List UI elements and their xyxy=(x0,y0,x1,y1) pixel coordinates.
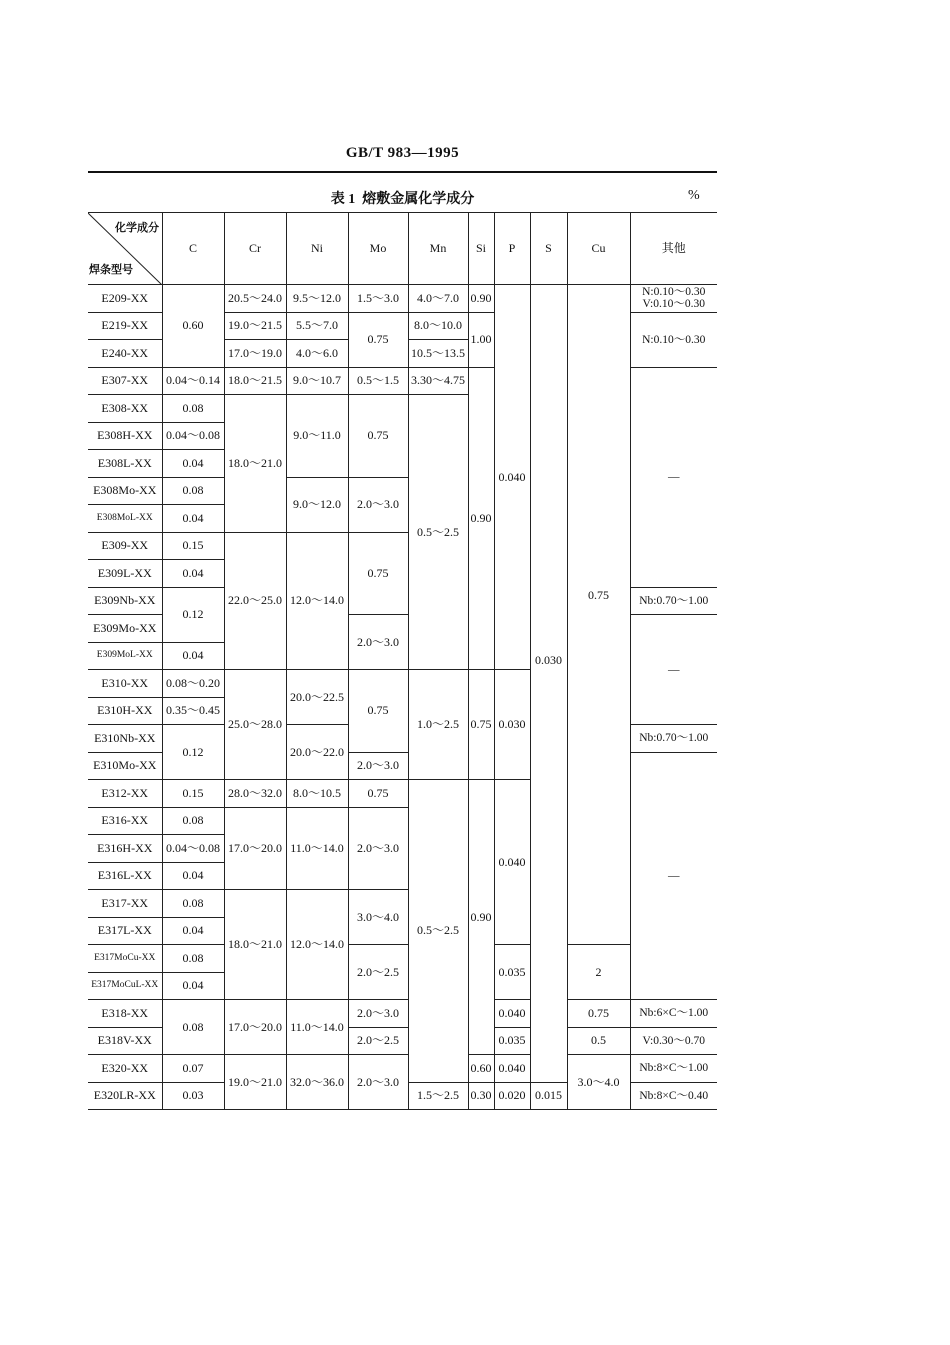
cell-mn: 1.0～2.5 xyxy=(408,670,468,780)
cell-c: 0.04 xyxy=(162,450,224,478)
cell-c: 0.04～0.08 xyxy=(162,835,224,863)
electrode-model-cell: E240-XX xyxy=(88,340,162,368)
cell-c: 0.04 xyxy=(162,560,224,588)
cell-cr: 17.0～20.0 xyxy=(224,807,286,890)
electrode-model-cell: E309Nb-XX xyxy=(88,587,162,615)
cell-c: 0.07 xyxy=(162,1055,224,1083)
cell-cr: 25.0～28.0 xyxy=(224,670,286,780)
cell-cu: 0.75 xyxy=(567,285,630,945)
cell-cu: 3.0～4.0 xyxy=(567,1055,630,1110)
cell-si: 1.00 xyxy=(468,312,494,367)
electrode-model-cell: E317-XX xyxy=(88,890,162,918)
electrode-model-cell: E316-XX xyxy=(88,807,162,835)
cell-c: 0.04 xyxy=(162,917,224,945)
header-rule xyxy=(88,171,717,173)
cell-other: N:0.10～0.30 xyxy=(630,312,717,367)
table-body xyxy=(88,285,717,1110)
cell-mo: 2.0～3.0 xyxy=(348,615,408,670)
cell-p: 0.040 xyxy=(494,285,530,670)
cell-mo: 1.5～3.0 xyxy=(348,285,408,313)
column-header-mo: Mo xyxy=(348,213,408,285)
electrode-model-cell: E309L-XX xyxy=(88,560,162,588)
cell-c: 0.04 xyxy=(162,642,224,670)
column-header-other: 其他 xyxy=(630,213,717,285)
electrode-model-cell: E308L-XX xyxy=(88,450,162,478)
electrode-model-cell: E318-XX xyxy=(88,1000,162,1028)
cell-cr: 18.0～21.5 xyxy=(224,367,286,395)
cell-c: 0.15 xyxy=(162,780,224,808)
cell-cr: 28.0～32.0 xyxy=(224,780,286,808)
cell-cr: 18.0～21.0 xyxy=(224,395,286,533)
table-header-row xyxy=(88,213,717,285)
cell-c: 0.15 xyxy=(162,532,224,560)
corner-label-composition: 化学成分 xyxy=(115,222,159,234)
cell-mn: 8.0～10.0 xyxy=(408,312,468,340)
cell-c: 0.04～0.08 xyxy=(162,422,224,450)
electrode-model-cell: E308MoL-XX xyxy=(88,505,162,533)
electrode-model-cell: E310Nb-XX xyxy=(88,725,162,753)
cell-c: 0.08 xyxy=(162,477,224,505)
column-header-ni: Ni xyxy=(286,213,348,285)
cell-other: Nb:6×C～1.00 xyxy=(630,1000,717,1028)
cell-c: 0.04 xyxy=(162,505,224,533)
table-row xyxy=(88,285,717,313)
cell-cu: 0.75 xyxy=(567,1000,630,1028)
cell-p: 0.030 xyxy=(494,670,530,780)
electrode-model-cell: E310-XX xyxy=(88,670,162,698)
cell-si: 0.60 xyxy=(468,1055,494,1083)
cell-mo: 0.75 xyxy=(348,312,408,367)
electrode-model-cell: E308Mo-XX xyxy=(88,477,162,505)
cell-other: — xyxy=(630,367,717,587)
cell-c: 0.08 xyxy=(162,890,224,918)
cell-ni: 20.0～22.5 xyxy=(286,670,348,725)
cell-p: 0.040 xyxy=(494,1000,530,1028)
cell-mo: 0.5～1.5 xyxy=(348,367,408,395)
cell-mo: 2.0～3.0 xyxy=(348,1000,408,1028)
cell-mo: 2.0～2.5 xyxy=(348,945,408,1000)
electrode-model-cell: E312-XX xyxy=(88,780,162,808)
cell-other: — xyxy=(630,615,717,725)
corner-header-cell xyxy=(88,213,162,285)
table-row xyxy=(88,1055,717,1083)
column-header-mn: Mn xyxy=(408,213,468,285)
electrode-model-cell: E320LR-XX xyxy=(88,1082,162,1110)
cell-mn: 1.5～2.5 xyxy=(408,1082,468,1110)
standard-number-header: GB/T 983—1995 xyxy=(345,145,460,161)
cell-c: 0.08～0.20 xyxy=(162,670,224,698)
cell-mn: 10.5～13.5 xyxy=(408,340,468,368)
cell-si: 0.90 xyxy=(468,285,494,313)
cell-mn: 0.5～2.5 xyxy=(408,395,468,670)
cell-p: 0.035 xyxy=(494,945,530,1000)
cell-cr: 19.0～21.5 xyxy=(224,312,286,340)
cell-cr: 22.0～25.0 xyxy=(224,532,286,670)
cell-mo: 2.0～3.0 xyxy=(348,752,408,780)
table-unit: % xyxy=(688,188,700,203)
electrode-model-cell: E309Mo-XX xyxy=(88,615,162,643)
cell-cr: 18.0～21.0 xyxy=(224,890,286,1000)
cell-s: 0.030 xyxy=(530,285,567,1083)
table-caption: 表 1 熔敷金属化学成分 xyxy=(330,192,475,207)
electrode-model-cell: E317L-XX xyxy=(88,917,162,945)
cell-mo: 3.0～4.0 xyxy=(348,890,408,945)
column-header-c: C xyxy=(162,213,224,285)
cell-c: 0.04 xyxy=(162,862,224,890)
column-header-cr: Cr xyxy=(224,213,286,285)
cell-p: 0.020 xyxy=(494,1082,530,1110)
cell-ni: 9.0～10.7 xyxy=(286,367,348,395)
cell-mo: 2.0～3.0 xyxy=(348,1055,408,1110)
cell-other: Nb:0.70～1.00 xyxy=(630,725,717,753)
cell-mn: 3.30～4.75 xyxy=(408,367,468,395)
cell-p: 0.040 xyxy=(494,780,530,945)
cell-mo: 0.75 xyxy=(348,780,408,808)
cell-cr: 19.0～21.0 xyxy=(224,1055,286,1110)
cell-cr: 17.0～20.0 xyxy=(224,1000,286,1055)
cell-ni: 5.5～7.0 xyxy=(286,312,348,340)
cell-mn: 4.0～7.0 xyxy=(408,285,468,313)
cell-si: 0.90 xyxy=(468,780,494,1055)
corner-label-model: 焊条型号 xyxy=(89,264,133,276)
cell-other: Nb:0.70～1.00 xyxy=(630,587,717,615)
cell-c: 0.12 xyxy=(162,587,224,642)
cell-mo: 2.0～2.5 xyxy=(348,1027,408,1055)
cell-ni: 11.0～14.0 xyxy=(286,1000,348,1055)
cell-cu: 0.5 xyxy=(567,1027,630,1055)
electrode-model-cell: E317MoCuL-XX xyxy=(88,972,162,1000)
cell-other: V:0.30～0.70 xyxy=(630,1027,717,1055)
cell-p: 0.035 xyxy=(494,1027,530,1055)
cell-other: Nb:8×C～1.00 xyxy=(630,1055,717,1083)
cell-ni: 20.0～22.0 xyxy=(286,725,348,780)
cell-ni: 4.0～6.0 xyxy=(286,340,348,368)
electrode-model-cell: E308-XX xyxy=(88,395,162,423)
electrode-model-cell: E309-XX xyxy=(88,532,162,560)
corner-header xyxy=(88,213,162,284)
cell-c: 0.12 xyxy=(162,725,224,780)
electrode-model-cell: E310Mo-XX xyxy=(88,752,162,780)
cell-c: 0.35～0.45 xyxy=(162,697,224,725)
cell-ni: 32.0～36.0 xyxy=(286,1055,348,1110)
cell-ni: 12.0～14.0 xyxy=(286,532,348,670)
column-header-cu: Cu xyxy=(567,213,630,285)
cell-c: 0.08 xyxy=(162,1000,224,1055)
cell-ni: 9.5～12.0 xyxy=(286,285,348,313)
cell-other: — xyxy=(630,752,717,1000)
cell-mo: 2.0～3.0 xyxy=(348,807,408,890)
cell-mo: 0.75 xyxy=(348,395,408,478)
cell-ni: 9.0～12.0 xyxy=(286,477,348,532)
cell-other: N:0.10～0.30 V:0.10～0.30 xyxy=(630,285,717,313)
cell-c: 0.08 xyxy=(162,395,224,423)
electrode-model-cell: E320-XX xyxy=(88,1055,162,1083)
cell-mo: 2.0～3.0 xyxy=(348,477,408,532)
cell-si: 0.30 xyxy=(468,1082,494,1110)
electrode-model-cell: E308H-XX xyxy=(88,422,162,450)
cell-mo: 0.75 xyxy=(348,670,408,753)
cell-ni: 12.0～14.0 xyxy=(286,890,348,1000)
cell-c: 0.03 xyxy=(162,1082,224,1110)
cell-cr: 17.0～19.0 xyxy=(224,340,286,368)
electrode-model-cell: E318V-XX xyxy=(88,1027,162,1055)
electrode-model-cell: E307-XX xyxy=(88,367,162,395)
cell-mn: 0.5～2.5 xyxy=(408,780,468,1083)
cell-ni: 8.0～10.5 xyxy=(286,780,348,808)
electrode-model-cell: E209-XX xyxy=(88,285,162,313)
cell-c: 0.08 xyxy=(162,945,224,973)
table-row xyxy=(88,1000,717,1028)
cell-ni: 11.0～14.0 xyxy=(286,807,348,890)
electrode-model-cell: E316H-XX xyxy=(88,835,162,863)
electrode-model-cell: E317MoCu-XX xyxy=(88,945,162,973)
chemical-composition-table xyxy=(88,212,717,1110)
cell-cu: 2 xyxy=(567,945,630,1000)
cell-si: 0.90 xyxy=(468,367,494,670)
cell-p: 0.040 xyxy=(494,1055,530,1083)
column-header-p: P xyxy=(494,213,530,285)
cell-s: 0.015 xyxy=(530,1082,567,1110)
cell-other: Nb:8×C～0.40 xyxy=(630,1082,717,1110)
cell-c: 0.04～0.14 xyxy=(162,367,224,395)
electrode-model-cell: E316L-XX xyxy=(88,862,162,890)
electrode-model-cell: E309MoL-XX xyxy=(88,642,162,670)
cell-c: 0.60 xyxy=(162,285,224,368)
cell-mo: 0.75 xyxy=(348,532,408,615)
cell-c: 0.04 xyxy=(162,972,224,1000)
cell-c: 0.08 xyxy=(162,807,224,835)
cell-cr: 20.5～24.0 xyxy=(224,285,286,313)
table-row xyxy=(88,945,717,973)
cell-ni: 9.0～11.0 xyxy=(286,395,348,478)
electrode-model-cell: E310H-XX xyxy=(88,697,162,725)
cell-si: 0.75 xyxy=(468,670,494,780)
column-header-s: S xyxy=(530,213,567,285)
electrode-model-cell: E219-XX xyxy=(88,312,162,340)
column-header-si: Si xyxy=(468,213,494,285)
